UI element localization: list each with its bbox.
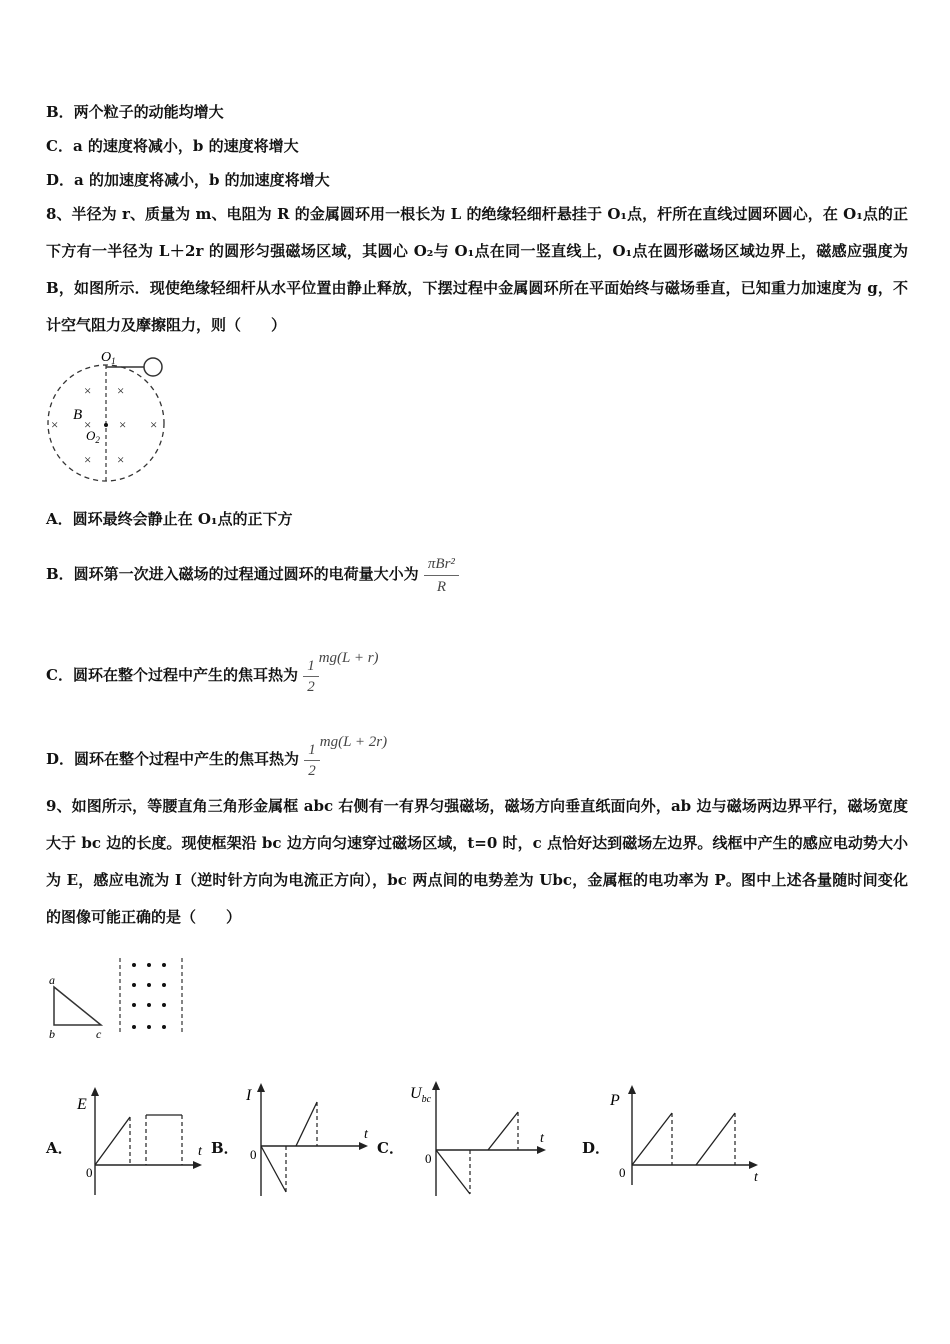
svg-text:×: × (84, 417, 92, 432)
svg-text:×: × (84, 452, 92, 467)
t-label: t (364, 1127, 368, 1142)
b-label: B (73, 407, 83, 423)
q7-option-b: B．两个粒子的动能均增大 (46, 103, 224, 121)
q9-option-d-label: D． (582, 1139, 611, 1157)
origin-label: 0 (250, 1147, 257, 1162)
q9-option-b-graph (240, 1080, 375, 1198)
q9-option-d-graph (608, 1083, 768, 1188)
fraction-numerator: 1 (303, 656, 319, 677)
q8-option-c-expr: mg(L + r) (318, 650, 379, 666)
q9-option-a-graph (74, 1085, 209, 1197)
q7-option-d: D．a 的加速度将减小，b 的加速度将增大 (46, 171, 330, 189)
origin-label: 0 (86, 1165, 93, 1180)
q8-figure (44, 345, 174, 485)
fraction-denominator: 2 (308, 762, 316, 779)
q8-option-c-text: C．圆环在整个过程中产生的焦耳热为 (46, 666, 298, 684)
field-dots (132, 963, 166, 1029)
fraction-denominator: 2 (307, 678, 315, 695)
triangle-frame (54, 987, 101, 1025)
fraction-numerator: 1 (304, 740, 320, 761)
svg-text:×: × (119, 417, 127, 432)
arrow-icon (628, 1085, 636, 1094)
t-label: t (540, 1131, 544, 1146)
svg-text:×: × (117, 383, 125, 398)
arrow-icon (257, 1083, 265, 1092)
q9-option-b-label: B． (211, 1139, 239, 1157)
svg-text:×: × (117, 452, 125, 467)
q8-option-b-fraction (424, 553, 459, 598)
q8-option-b (46, 546, 459, 602)
q8-option-d-fraction (304, 740, 320, 781)
svg-text:×: × (150, 417, 158, 432)
q8-stem: 8、半径为 r、质量为 m、电阻为 R 的金属圆环用一根长为 L 的绝缘轻细杆悬挂于 O₁点，杆所在直线过圆环圆心，在 O₁点的正下方有一半径为 L＋2r 的圆形匀强磁场区域，其圆心 O₂与 O₁点在同一竖直线上，O₁点在圆形磁场区域边界上，磁感应强度为 B，如图所示．现使绝缘轻细杆从水平位置由静止释放，下摆过程中金属圆环所在平面始终与磁场垂直，已知重力加速度为 g，不计空气阻力及摩擦阻力，则（ ） (46, 205, 908, 334)
q8-option-a: A．圆环最终会静止在 O₁点的正下方 (46, 510, 293, 528)
arrow-icon (537, 1146, 546, 1154)
arrow-icon (749, 1161, 758, 1169)
q9-setup-figure (44, 955, 194, 1045)
q8-option-d-expr: mg(L + 2r) (319, 734, 388, 750)
origin-label: 0 (425, 1151, 432, 1166)
fraction-numerator: πBr² (424, 553, 459, 576)
q8-option-d (46, 714, 388, 779)
svg-text:×: × (84, 383, 92, 398)
origin-label: 0 (619, 1165, 626, 1180)
o1-label: $O_1$ (101, 350, 116, 366)
fraction-denominator: R (436, 578, 447, 595)
q9-option-c-graph (408, 1078, 553, 1198)
q9-stem: 9、如图所示，等腰直角三角形金属框 abc 右侧有一有界匀强磁场，磁场方向垂直纸面向外，ab 边与磁场两边界平行，磁场宽度大于 bc 边的长度。现使框架沿 bc 边方向匀速穿过磁场区域，t=0 时，c 点恰好达到磁场左边界。线框中产生的感应电动势大小为 E，感应电流为 I（逆时针方向为电流正方向），bc 两点间的电势差为 Ubc，金属框的电功率为 P。图中上述各量随时间变化的图像可能正确的是（ ） (46, 797, 908, 926)
q8-option-c-fraction (303, 656, 319, 697)
q7-option-c: C．a 的速度将减小，b 的速度将增大 (46, 137, 299, 155)
center-o2-dot (104, 423, 108, 427)
q8-option-b-text: B．圆环第一次进入磁场的过程通过圆环的电荷量大小为 (46, 565, 419, 583)
axis-label-i: I (246, 1087, 252, 1104)
label-b: b (49, 1027, 55, 1041)
arrow-icon (359, 1142, 368, 1150)
q8-option-c (46, 630, 379, 695)
t-label: t (754, 1170, 758, 1185)
metal-ring (144, 358, 162, 376)
axis-label-p: P (610, 1092, 620, 1109)
arrow-icon (193, 1161, 202, 1169)
label-a: a (49, 973, 55, 987)
axis-label-e: E (77, 1096, 87, 1113)
q9-option-c-label: C． (377, 1139, 404, 1157)
axis-label-ubc: $U_{bc}$ (410, 1085, 432, 1105)
label-c: c (96, 1027, 102, 1041)
arrow-icon (432, 1081, 440, 1090)
t-label: t (198, 1144, 202, 1159)
o2-label: $O_2$ (86, 428, 100, 445)
svg-text:×: × (51, 417, 59, 432)
q8-option-d-text: D．圆环在整个过程中产生的焦耳热为 (46, 750, 300, 768)
q9-option-a-label: A． (46, 1139, 73, 1157)
arrow-icon (91, 1087, 99, 1096)
